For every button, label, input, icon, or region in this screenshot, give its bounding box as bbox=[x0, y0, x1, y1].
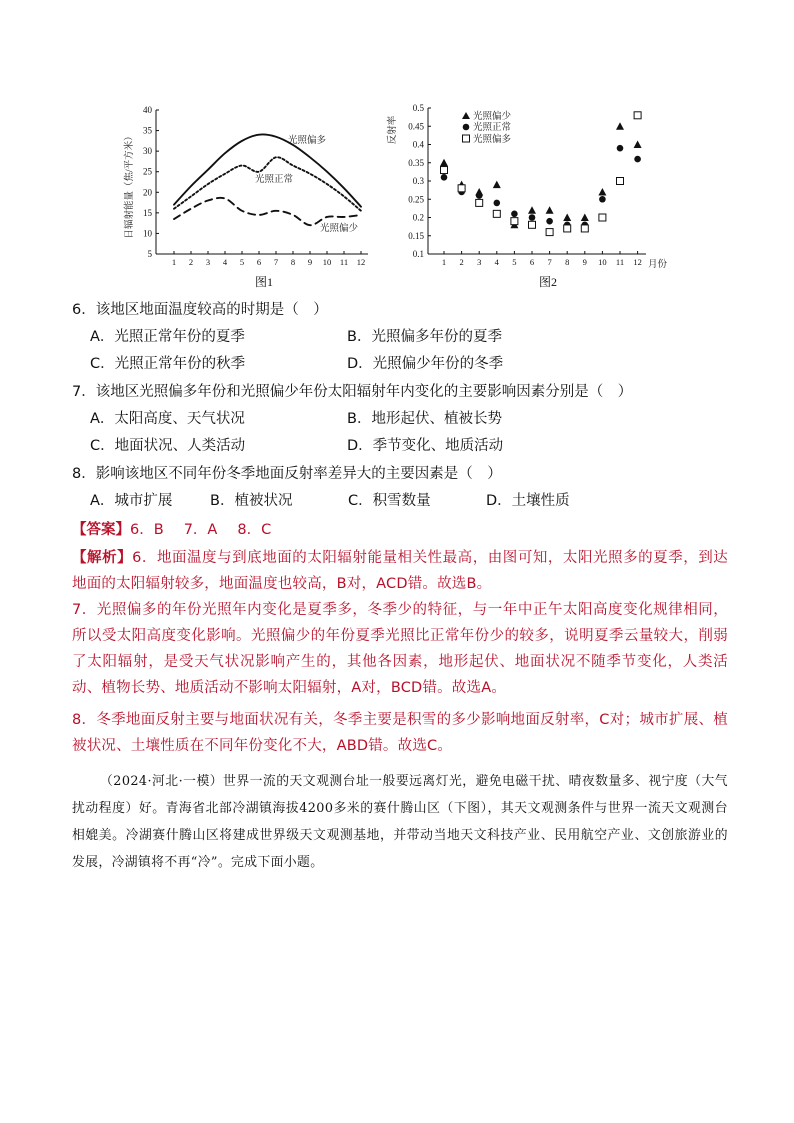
q8-option-d[interactable]: D．土壤性质 bbox=[486, 493, 570, 509]
q8-option-b[interactable]: B．植被状况 bbox=[210, 493, 293, 509]
figure-1-x-tick-label: 5 bbox=[239, 257, 245, 267]
figure-1-x-tick-label: 11 bbox=[339, 257, 349, 267]
figure-1-x-tick-label: 9 bbox=[307, 257, 313, 267]
figure-1-x-tick-label: 1 bbox=[171, 257, 177, 267]
figure-2-point-triangle bbox=[440, 159, 448, 167]
figure-2-point-circle bbox=[511, 211, 518, 218]
figure-2-x-tick-label: 12 bbox=[633, 257, 642, 267]
figure-2-x-tick-label: 9 bbox=[582, 257, 587, 267]
figure-1-x-tick-label: 12 bbox=[356, 257, 366, 267]
reading-passage: （2024·河北·一模）世界一流的天文观测台址一般要远离灯光，避免电磁干扰、晴夜数量多、视宁度（大气扰动程度）好。青海省北部冷湖镇海拔4200多米的赛什腾山区（下图），其天文观测条件与世界一流天文观测台相媲美。冷湖赛什腾山区将建成世界级天文观测基地，并带动当地天文科技产业、民用航空产业、文创旅游业的发展，冷湖镇将不再“冷”。完成下面小题。 bbox=[72, 774, 728, 870]
figure-2-y-tick-label: 0.35 bbox=[408, 157, 424, 168]
answer-8: 8．C bbox=[237, 522, 272, 538]
figure-2-x-tick-label: 11 bbox=[615, 257, 625, 267]
legend-square-icon bbox=[463, 135, 470, 142]
figure-2-x-tick-label: 8 bbox=[565, 257, 570, 267]
figure-2-point-square bbox=[529, 221, 536, 228]
figure-1-y-tick-label: 20 bbox=[143, 187, 152, 198]
figure-1-x-tick-label: 7 bbox=[273, 257, 279, 267]
figure-2-point-triangle bbox=[528, 206, 536, 214]
figure-1-y-tick-label: 10 bbox=[143, 228, 152, 239]
figure-2-y-tick-label: 0.3 bbox=[412, 176, 424, 186]
figure-2-x-tick-label: 7 bbox=[547, 257, 552, 267]
figure-2-point-circle bbox=[634, 156, 641, 163]
figure-1-y-tick-label: 15 bbox=[143, 207, 152, 218]
figure-2-x-tick-label: 10 bbox=[598, 257, 607, 267]
figure-2-point-triangle bbox=[563, 214, 571, 222]
figure-2-y-tick-label: 0.1 bbox=[412, 249, 424, 259]
figure-2-point-triangle bbox=[598, 188, 606, 196]
figure-1-chart bbox=[118, 100, 380, 296]
figure-2-y-tick-label: 0.45 bbox=[408, 121, 424, 132]
figure-2 bbox=[384, 100, 674, 296]
q7-option-d[interactable]: D．季节变化、地质活动 bbox=[347, 438, 504, 454]
figure-2-y-tick-label: 0.2 bbox=[412, 212, 424, 223]
figure-1-x-tick-label: 10 bbox=[322, 257, 332, 267]
figure-2-point-square bbox=[441, 167, 448, 174]
figure-2-point-triangle bbox=[493, 181, 501, 189]
q6-option-c[interactable]: C．光照正常年份的秋季 bbox=[90, 356, 246, 372]
figure-2-caption: 图2 bbox=[538, 275, 558, 289]
figure-2-point-circle bbox=[529, 214, 536, 221]
figure-2-point-square bbox=[599, 214, 606, 221]
question-7-stem: 7．该地区光照偏多年份和光照偏少年份太阳辐射年内变化的主要影响因素分别是（ ） bbox=[72, 384, 633, 400]
figure-1-y-tick-label: 35 bbox=[143, 125, 152, 136]
figure-2-x-tick-label: 6 bbox=[529, 257, 535, 267]
question-8-stem: 8．影响该地区不同年份冬季地面反射率差异大的主要因素是（ ） bbox=[72, 466, 502, 482]
figure-1-x-tick-label: 3 bbox=[205, 257, 211, 267]
figure-1-x-tick-label: 6 bbox=[256, 257, 262, 267]
analysis-6 bbox=[72, 545, 728, 597]
figure-2-y-tick-label: 0.4 bbox=[412, 139, 424, 150]
figure-2-legend bbox=[462, 110, 512, 145]
figure-2-point-square bbox=[617, 178, 624, 185]
answer-7: 7．A bbox=[183, 522, 218, 538]
figure-2-point-triangle bbox=[581, 214, 589, 222]
analysis-7: 7．光照偏多的年份光照年内变化是夏季多，冬季少的特征，与一年中正午太阳高度变化规律相同，所以受太阳高度变化影响。光照偏少的年份夏季光照比正常年份少的较多，说明夏季云量较大，削弱了太阳辐射，是受天气状况影响产生的，其他各因素，地形起伏、地面状况不随季节变化，人类活动、植物长势、地质活动不影响太阳辐射，A对，BCD错。故选A。 bbox=[72, 602, 728, 696]
series-label-more: 光照偏多 bbox=[288, 136, 327, 146]
legend-triangle-icon bbox=[462, 112, 470, 119]
figure-2-point-triangle bbox=[616, 122, 624, 130]
question-6-stem: 6．该地区地面温度较高的时期是（ ） bbox=[72, 302, 328, 318]
legend-label-more: 光照偏多 bbox=[473, 135, 512, 145]
figure-2-point-circle bbox=[599, 196, 606, 203]
figure-2-point-square bbox=[581, 225, 588, 232]
figure-1-y-tick-label: 40 bbox=[143, 105, 152, 115]
figure-2-point-triangle bbox=[634, 141, 642, 149]
figure-1-y-tick-label: 5 bbox=[147, 249, 152, 259]
figure-2-x-tick-label: 4 bbox=[494, 257, 499, 267]
figure-1-series-line-2 bbox=[174, 198, 361, 225]
answer-tag: 【答案】 bbox=[72, 522, 130, 538]
figure-2-x-tick-label: 1 bbox=[441, 257, 447, 267]
figure-2-ylabel: 反射率 bbox=[388, 115, 398, 145]
figure-1-caption: 图1 bbox=[254, 275, 274, 289]
figure-2-chart bbox=[384, 100, 674, 296]
legend-circle-icon bbox=[463, 124, 470, 131]
figure-2-point-circle bbox=[546, 218, 553, 225]
figure-2-xunit: 月份 bbox=[648, 260, 668, 270]
figure-2-point-circle bbox=[494, 200, 501, 207]
legend-label-less: 光照偏少 bbox=[473, 112, 512, 122]
figure-1-y-tick-label: 30 bbox=[143, 146, 152, 157]
figure-2-y-tick-label: 0.15 bbox=[408, 230, 424, 241]
series-label-normal: 光照正常 bbox=[255, 175, 294, 185]
figure-2-point-circle bbox=[476, 192, 483, 199]
legend-label-normal: 光照正常 bbox=[473, 123, 512, 133]
figure-1-series-line-0 bbox=[174, 134, 361, 206]
figure-2-point-square bbox=[493, 210, 500, 217]
figure-1 bbox=[118, 100, 380, 296]
q6-option-b[interactable]: B．光照偏多年份的夏季 bbox=[347, 329, 502, 345]
figure-2-point-triangle bbox=[546, 206, 554, 214]
figure-2-point-square bbox=[564, 225, 571, 232]
answer-line bbox=[72, 519, 271, 541]
figure-2-point-circle bbox=[617, 145, 624, 152]
q7-option-b[interactable]: B．地形起伏、植被长势 bbox=[347, 411, 502, 427]
figure-2-y-tick-label: 0.5 bbox=[412, 103, 424, 113]
figure-2-point-square bbox=[546, 229, 553, 236]
figure-1-x-tick-label: 8 bbox=[290, 257, 296, 267]
analysis-6-text: 6．地面温度与到底地面的太阳辐射能量相关性最高，由图可知，太阳光照多的夏季，到达地面的太阳辐射较多，地面温度也较高，B对，ACD错。故选B。 bbox=[72, 550, 728, 592]
q6-option-a[interactable]: A．光照正常年份的夏季 bbox=[90, 329, 245, 345]
q8-option-c[interactable]: C．积雪数量 bbox=[348, 493, 431, 509]
q7-option-a[interactable]: A．太阳高度、天气状况 bbox=[90, 411, 245, 427]
figure-2-point-square bbox=[634, 112, 641, 119]
series-label-less: 光照偏少 bbox=[320, 224, 359, 234]
analysis-tag: 【解析】 bbox=[72, 550, 133, 566]
q7-option-c[interactable]: C．地面状况、人类活动 bbox=[90, 438, 246, 454]
figure-2-point-square bbox=[458, 185, 465, 192]
answer-6: 6．B bbox=[130, 522, 164, 538]
figure-2-point-circle bbox=[441, 174, 448, 181]
figure-1-ylabel: 日辐射能量（焦/平方米） bbox=[125, 131, 135, 239]
figure-2-point-square bbox=[511, 218, 518, 225]
figure-2-x-tick-label: 3 bbox=[477, 257, 482, 267]
figure-2-x-tick-label: 2 bbox=[459, 257, 464, 267]
q8-option-a[interactable]: A．城市扩展 bbox=[90, 493, 173, 509]
figure-1-y-tick-label: 25 bbox=[143, 166, 152, 177]
figure-1-x-tick-label: 4 bbox=[222, 257, 228, 267]
figure-2-x-tick-label: 5 bbox=[512, 257, 517, 267]
analysis-8: 8．冬季地面反射主要与地面状况有关，冬季主要是积雪的多少影响地面反射率，C对；城市扩展、植被状况、土壤性质在不同年份变化不大，ABD错。故选C。 bbox=[72, 712, 728, 754]
figure-2-point-square bbox=[476, 199, 483, 206]
figure-1-x-tick-label: 2 bbox=[188, 257, 194, 267]
q6-option-d[interactable]: D．光照偏少年份的冬季 bbox=[347, 356, 504, 372]
figure-2-y-tick-label: 0.25 bbox=[408, 194, 424, 205]
